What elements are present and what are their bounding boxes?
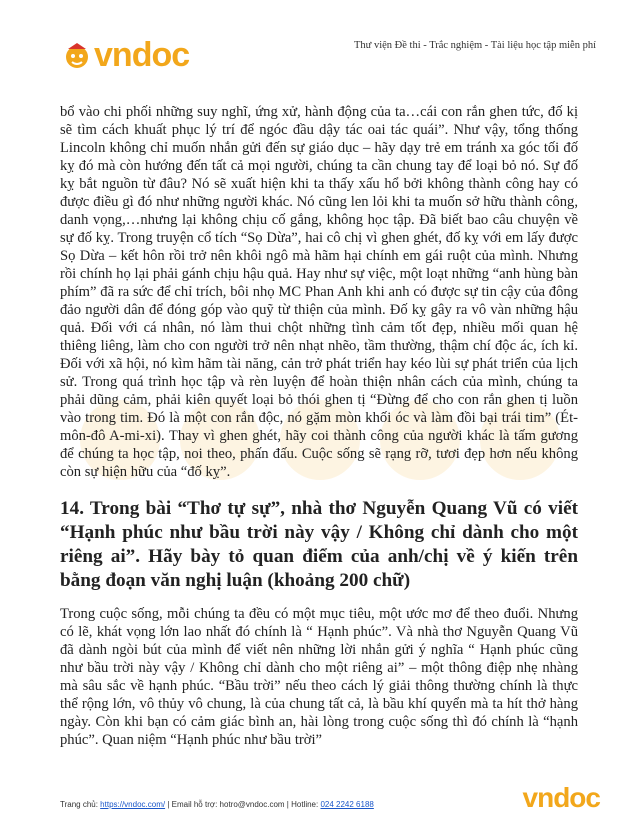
logo-mascot-icon <box>62 40 92 70</box>
footer-home-link[interactable]: https://vndoc.com/ <box>100 800 166 809</box>
paragraph-1: bổ vào chi phối những suy nghĩ, ứng xử, hành động của ta…cái con rắn ghen tức, đố kị sẽ tìm cách khuất phục lý trí để ngóc đầu dậy tác oai tác quái”. Như vậy, tổng thống Lincoln không chỉ muốn nhắn gửi đến sự giáo dục – hãy dạy trẻ em tránh xa góc tối đố kỵ đó mà còn hướng đến tất cả mọi người, chúng ta cần chung tay để loại bỏ nó. Sự đố kỵ bắt nguồn từ đâu? Nó sẽ xuất hiện khi ta thấy xấu hổ bởi không thành công hay có được điều gì đó như những người khác. Nó cũng len lỏi khi ta muốn sở hữu thành công, danh vọng,…nhưng lại không chịu cố gắng, không học tập. Đã biết bao câu chuyện về sự đố kỵ. Trong truyện cổ tích “Sọ Dừa”, hai cô chị vì ghen ghét, đố kỵ với em lấy được Sọ Dừa – kết hôn rồi trở nên khôi ngô mà hãm hại chính em gái ruột của mình. Nhưng rồi chính họ lại phải gánh chịu hậu quả. Hay như sự việc, một loạt những “anh hùng bàn phím” đã ra sức để chỉ trích, bôi nhọ MC Phan Anh khi anh có được sự tin cậy của đông đảo người dân để đóng góp vào quỹ từ thiện của mình. Đố kỵ gây ra vô vàn những hậu quả. Đối với cá nhân, nó làm thui chột những tình cảm tốt đẹp, nhiều mối quan hệ thiêng liêng, làm cho con người trở nên nhạt nhẽo, tầm thường, thậm chí độc ác, ích kỉ. Đối với xã hội, nó kìm hãm tài năng, cản trở phát triển hay kéo lùi sự phát triển của lịch sử. Trong quá trình học tập và rèn luyện để hoàn thiện nhân cách của mình, chúng ta phải dũng cảm, phải kiên quyết loại bỏ thói ghen tị “Đừng để cho con rắn ghen tị luồn vào trong tim. Đó là một con rắn độc, nó gặm mòn khối óc và làm đồi bại trái tim” (Ét-môn-đô A-mi-xi). Thay vì ghen ghét, hãy coi thành công của người khác là tấm gương để chúng ta học tập, noi theo, phấn đấu. Cuộc sống sẽ rạng rỡ, tươi đẹp hơn nếu không còn sự hiện hữu của “đố kỵ”. <box>60 104 578 480</box>
vndoc-logo[interactable] <box>62 35 189 75</box>
paragraph-2: Trong cuộc sống, mỗi chúng ta đều có một mục tiêu, một ước mơ để theo đuổi. Nhưng có lẽ, khát vọng lớn lao nhất đó chính là “ Hạnh phúc”. Và nhà thơ Nguyễn Quang Vũ đã dành ngòi bút của mình để viết nên những lời nhắn gửi ý nghĩa “ Hạnh phúc cũng như bầu trời này vậy / Không chỉ dành cho một riêng ai” – một thông điệp nhẹ nhàng mà sâu sắc về hạnh phúc. “Bầu trời” nếu theo cách lý giải thông thường chính là thực thể rộng lớn, vô thủy vô chung, là của chung tất cả, là bầu khí quyển mà ta hít thở hàng ngày. Còn khi bạn có cảm giác bình an, hài lòng trong cuộc sống thì đó chính là “hạnh phúc”. Quan niệm “Hạnh phúc như bầu trời” <box>60 606 578 748</box>
page-footer <box>60 800 580 820</box>
footer-logo[interactable]: vndoc <box>522 782 600 813</box>
footer-hotline-link[interactable]: 024 2242 6188 <box>320 800 374 809</box>
footer-email-text: | Email hỗ trợ: hotro@vndoc.com | Hotline: <box>165 800 321 809</box>
page-header <box>0 0 638 86</box>
document-body <box>60 103 578 749</box>
logo-wordmark: vndoc <box>94 36 190 74</box>
footer-prefix: Trang chủ: <box>60 800 101 809</box>
question-heading: 14. Trong bài “Thơ tự sự”, nhà thơ Nguyễn Quang Vũ có viết “Hạnh phúc như bầu trời này vậy / Không chỉ dành cho một riêng ai”. Hãy bày tỏ quan điểm của anh/chị về ý kiến trên bằng đoạn văn nghị luận (khoảng 200 chữ) <box>60 498 578 591</box>
header-tagline: Thư viện Đề thi - Trắc nghiệm - Tài liệu học tập miễn phí <box>354 40 596 51</box>
